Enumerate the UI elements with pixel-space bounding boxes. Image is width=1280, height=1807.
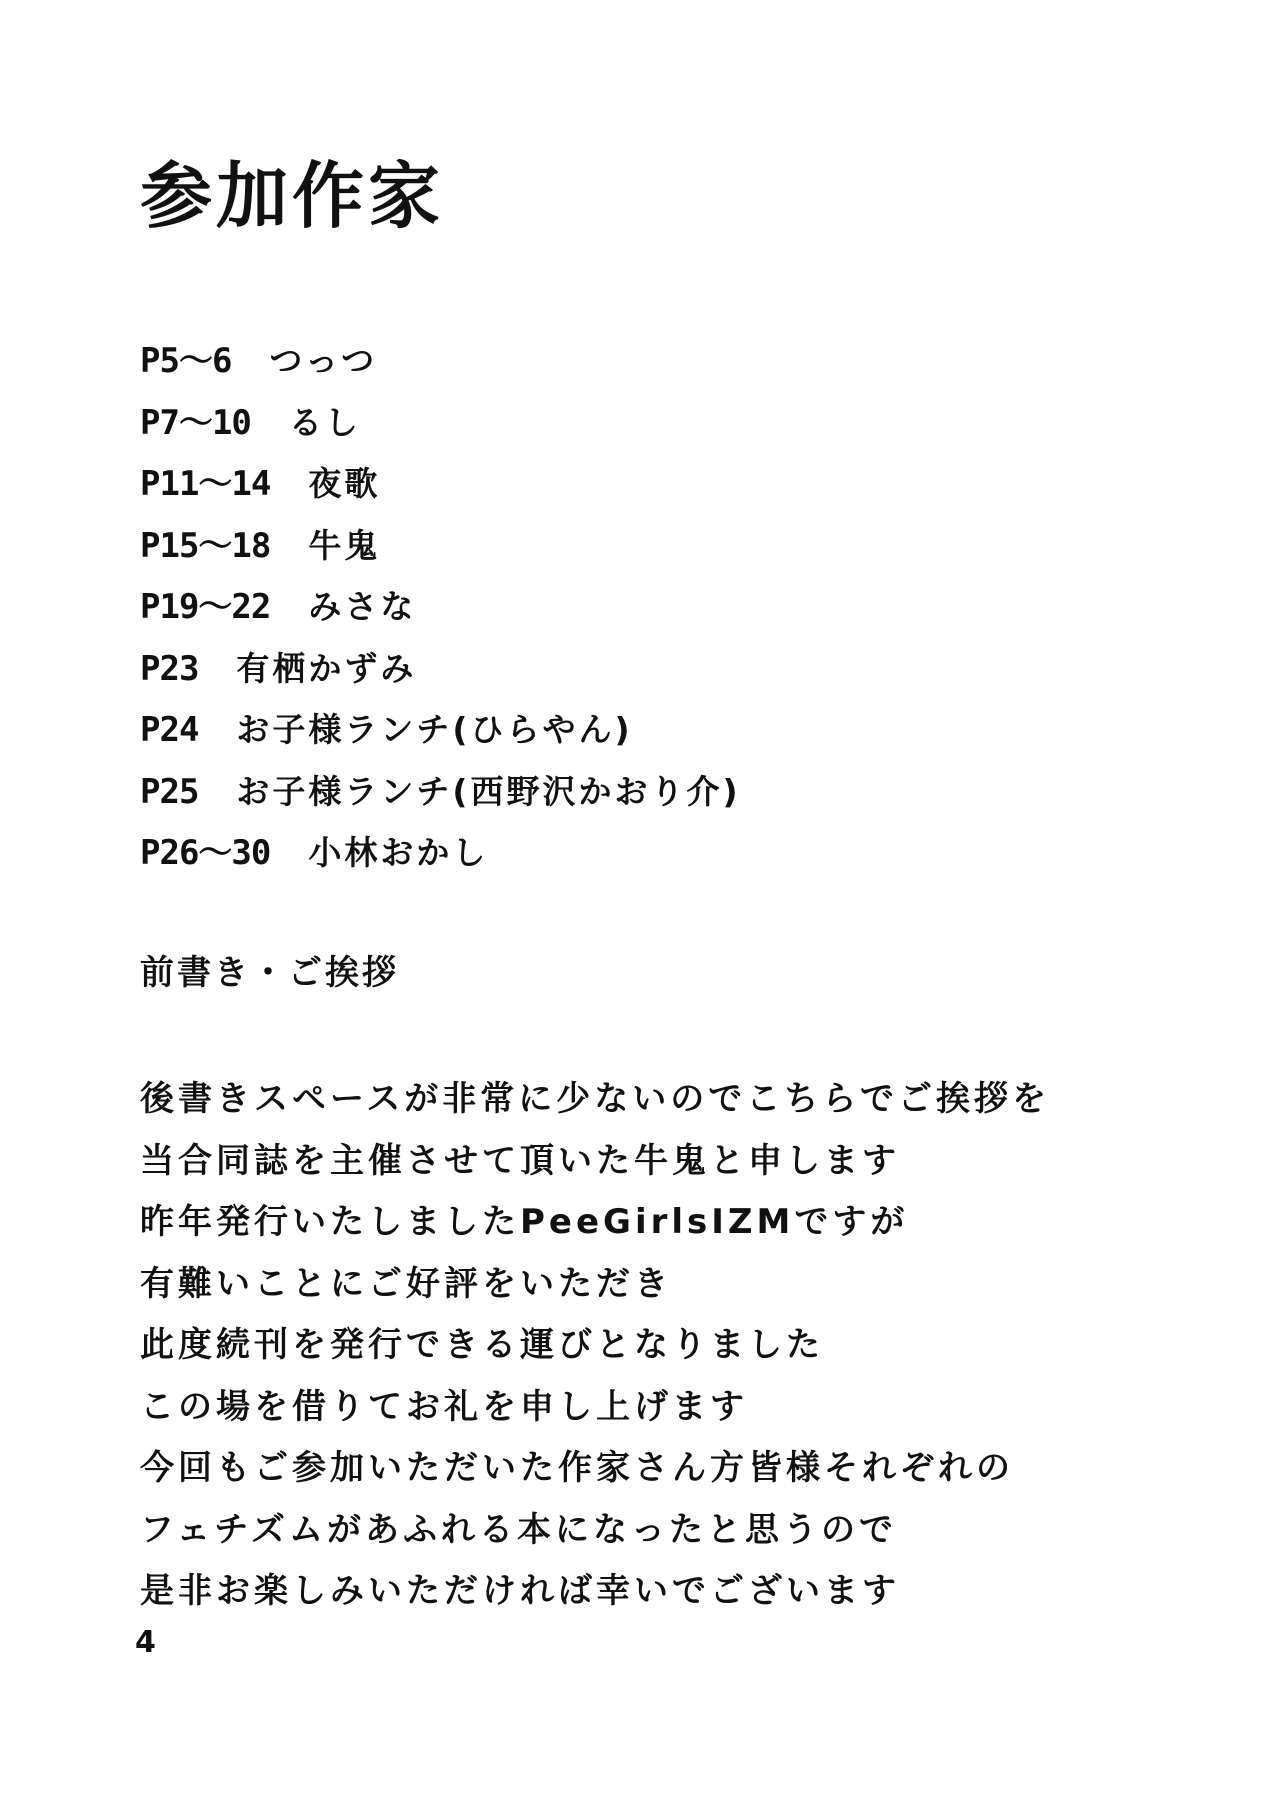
greeting-line: 昨年発行いたしましたPeeGirlsIZMですが bbox=[140, 1202, 909, 1242]
page-number: 4 bbox=[135, 1625, 156, 1660]
contributor-pages: P26～30 bbox=[140, 833, 271, 873]
contributor-name: るし bbox=[288, 402, 361, 442]
greeting-line: この場を借りてお礼を申し上げます bbox=[140, 1386, 748, 1427]
contributor-pages: P24 bbox=[140, 710, 199, 750]
contributor-pages: P19～22 bbox=[140, 587, 271, 627]
contributor-name: 夜歌 bbox=[308, 464, 381, 503]
contributor-entry bbox=[140, 699, 741, 761]
contributor-name: みさな bbox=[308, 587, 417, 626]
contributor-entry bbox=[140, 761, 741, 823]
greeting-text bbox=[140, 1069, 1050, 1623]
page-title: 参加作家 bbox=[140, 154, 445, 238]
contributor-name: 牛鬼 bbox=[308, 525, 381, 565]
greeting-line: 当合同誌を主催させて頂いた牛鬼と申します bbox=[140, 1140, 900, 1181]
contributor-entry bbox=[140, 453, 741, 515]
contributor-pages: P25 bbox=[140, 771, 199, 812]
contributor-pages: P15～18 bbox=[140, 525, 271, 566]
greeting-line: フェチズムがあふれる本になったと思うので bbox=[140, 1509, 897, 1550]
greeting-line: 後書きスペースが非常に少ないのでこちらでご挨拶を bbox=[140, 1079, 1050, 1119]
contributor-pages: P5～6 bbox=[140, 341, 232, 381]
contributor-name: お子様ランチ(ひらやん) bbox=[236, 710, 633, 749]
greeting-line: 是非お楽しみいただければ幸いでございます bbox=[140, 1571, 900, 1611]
contributor-name: 小林おかし bbox=[308, 833, 489, 872]
contributor-pages: P11～14 bbox=[140, 464, 271, 504]
greeting-line: 今回もご参加いただいた作家さん方皆様それぞれの bbox=[140, 1448, 1014, 1488]
contributor-entry bbox=[140, 330, 741, 392]
contributor-pages: P7～10 bbox=[140, 402, 251, 443]
contributor-list bbox=[140, 330, 741, 884]
contributor-entry bbox=[140, 392, 741, 454]
contributor-name: お子様ランチ(西野沢かおり介) bbox=[236, 771, 741, 811]
contributor-name: 有栖かずみ bbox=[236, 648, 417, 688]
contributor-entry bbox=[140, 576, 741, 638]
contributor-entry bbox=[140, 638, 741, 700]
contributor-name: つっつ bbox=[269, 341, 378, 380]
greeting-line: 此度続刊を発行できる運びとなりました bbox=[140, 1325, 824, 1365]
section-heading: 前書き・ご挨拶 bbox=[140, 953, 399, 993]
contributor-entry bbox=[140, 515, 741, 577]
contributor-pages: P23 bbox=[140, 648, 199, 689]
contributor-entry bbox=[140, 822, 741, 884]
greeting-line: 有難いことにご好評をいただき bbox=[140, 1263, 672, 1304]
